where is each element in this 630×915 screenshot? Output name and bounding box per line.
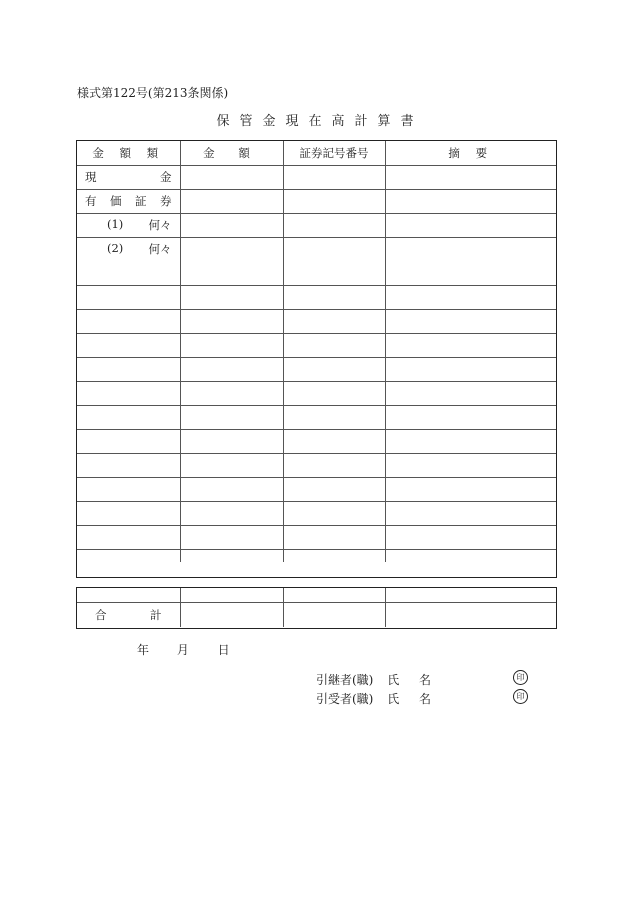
amount-cell	[180, 525, 283, 549]
amount-cell	[180, 453, 283, 477]
table-row	[77, 477, 556, 501]
remarks-cell	[385, 237, 556, 261]
remarks-cell	[385, 405, 556, 429]
securities-number-cell	[283, 549, 385, 562]
row-label-cash: 現 金	[77, 165, 180, 189]
amount-cell	[180, 165, 283, 189]
category-cell	[77, 429, 180, 453]
amount-cell	[180, 549, 283, 562]
amount-cell	[180, 405, 283, 429]
remarks-cell	[385, 602, 556, 627]
seal-mark: 印	[513, 689, 528, 704]
remarks-cell	[385, 525, 556, 549]
remarks-cell	[385, 549, 556, 562]
table-row	[77, 501, 556, 525]
cash-holdings-table	[76, 140, 557, 578]
total-label: 合 計	[77, 602, 180, 627]
category-cell	[77, 405, 180, 429]
row-label-securities: 有 価 証 券	[77, 189, 180, 213]
remarks-cell	[385, 189, 556, 213]
amount-cell	[180, 477, 283, 501]
securities-number-cell	[283, 213, 385, 237]
year-label: 年	[137, 643, 150, 657]
month-label: 月	[176, 643, 189, 657]
table-row	[77, 357, 556, 381]
securities-number-cell	[283, 237, 385, 261]
amount-cell	[180, 501, 283, 525]
securities-number-cell	[283, 453, 385, 477]
amount-cell	[180, 285, 283, 309]
table-row	[77, 588, 556, 602]
total-table	[76, 587, 557, 629]
table-row	[77, 213, 556, 237]
table-row	[77, 237, 556, 261]
seal-mark: 印	[513, 670, 528, 685]
row-label-sub-item-1: (1) 何々	[77, 213, 180, 237]
securities-number-cell	[283, 501, 385, 525]
table-row	[77, 309, 556, 333]
name-label: 氏 名	[387, 673, 440, 687]
transferor-signature	[316, 671, 525, 688]
securities-number-cell	[283, 309, 385, 333]
transferee-title: 引受者(職)	[316, 692, 374, 706]
header-remarks: 摘 要	[385, 141, 556, 165]
category-cell	[77, 525, 180, 549]
remarks-cell	[385, 429, 556, 453]
remarks-cell	[385, 477, 556, 501]
remarks-cell	[385, 333, 556, 357]
row-label-sub-item-2: (2) 何々	[77, 237, 180, 261]
remarks-cell	[385, 381, 556, 405]
securities-number-cell	[283, 405, 385, 429]
category-cell	[77, 549, 180, 562]
category-cell	[77, 453, 180, 477]
table-row	[77, 429, 556, 453]
remarks-cell	[385, 165, 556, 189]
amount-cell	[180, 357, 283, 381]
amount-cell	[180, 333, 283, 357]
amount-cell	[180, 429, 283, 453]
category-cell	[77, 501, 180, 525]
table-row	[77, 189, 556, 213]
document-title: 保管金現在高計算書	[216, 114, 424, 129]
table-row	[77, 525, 556, 549]
table-row	[77, 453, 556, 477]
total-row	[77, 602, 556, 627]
securities-number-cell	[283, 429, 385, 453]
total-amount-cell	[180, 602, 283, 627]
remarks-cell	[385, 261, 556, 285]
name-label: 氏 名	[387, 692, 440, 706]
amount-cell	[180, 213, 283, 237]
transferee-signature	[316, 690, 525, 707]
remarks-cell	[385, 501, 556, 525]
table-header-row	[77, 141, 556, 165]
table-row	[77, 405, 556, 429]
securities-number-cell	[283, 261, 385, 285]
remarks-cell	[385, 285, 556, 309]
table-row	[77, 261, 556, 285]
header-category: 金 額 類	[92, 145, 165, 160]
category-cell	[77, 309, 180, 333]
amount-cell	[180, 309, 283, 333]
table-row	[77, 165, 556, 189]
category-cell	[77, 357, 180, 381]
securities-number-cell	[283, 285, 385, 309]
table-row	[77, 333, 556, 357]
remarks-cell	[385, 357, 556, 381]
category-cell	[77, 333, 180, 357]
date-line	[137, 641, 230, 658]
securities-number-cell	[283, 357, 385, 381]
securities-number-cell	[283, 525, 385, 549]
securities-number-cell	[283, 333, 385, 357]
securities-number-cell	[283, 165, 385, 189]
amount-cell	[180, 261, 283, 285]
remarks-cell	[385, 213, 556, 237]
header-securities-number: 証券記号番号	[283, 141, 385, 165]
securities-number-cell	[283, 602, 385, 627]
securities-number-cell	[283, 381, 385, 405]
day-label: 日	[217, 643, 230, 657]
header-amount: 金 額	[180, 141, 283, 165]
category-cell	[77, 477, 180, 501]
amount-cell	[180, 381, 283, 405]
table-row	[77, 285, 556, 309]
category-cell	[77, 381, 180, 405]
remarks-cell	[385, 309, 556, 333]
amount-cell	[180, 189, 283, 213]
securities-number-cell	[283, 189, 385, 213]
transferor-title: 引継者(職)	[316, 673, 374, 687]
securities-number-cell	[283, 477, 385, 501]
remarks-cell	[385, 453, 556, 477]
table-row	[77, 381, 556, 405]
table-row	[77, 549, 556, 562]
form-number: 様式第122号(第213条関係)	[77, 86, 229, 100]
amount-cell	[180, 237, 283, 261]
category-cell	[77, 285, 180, 309]
category-cell	[77, 261, 180, 285]
